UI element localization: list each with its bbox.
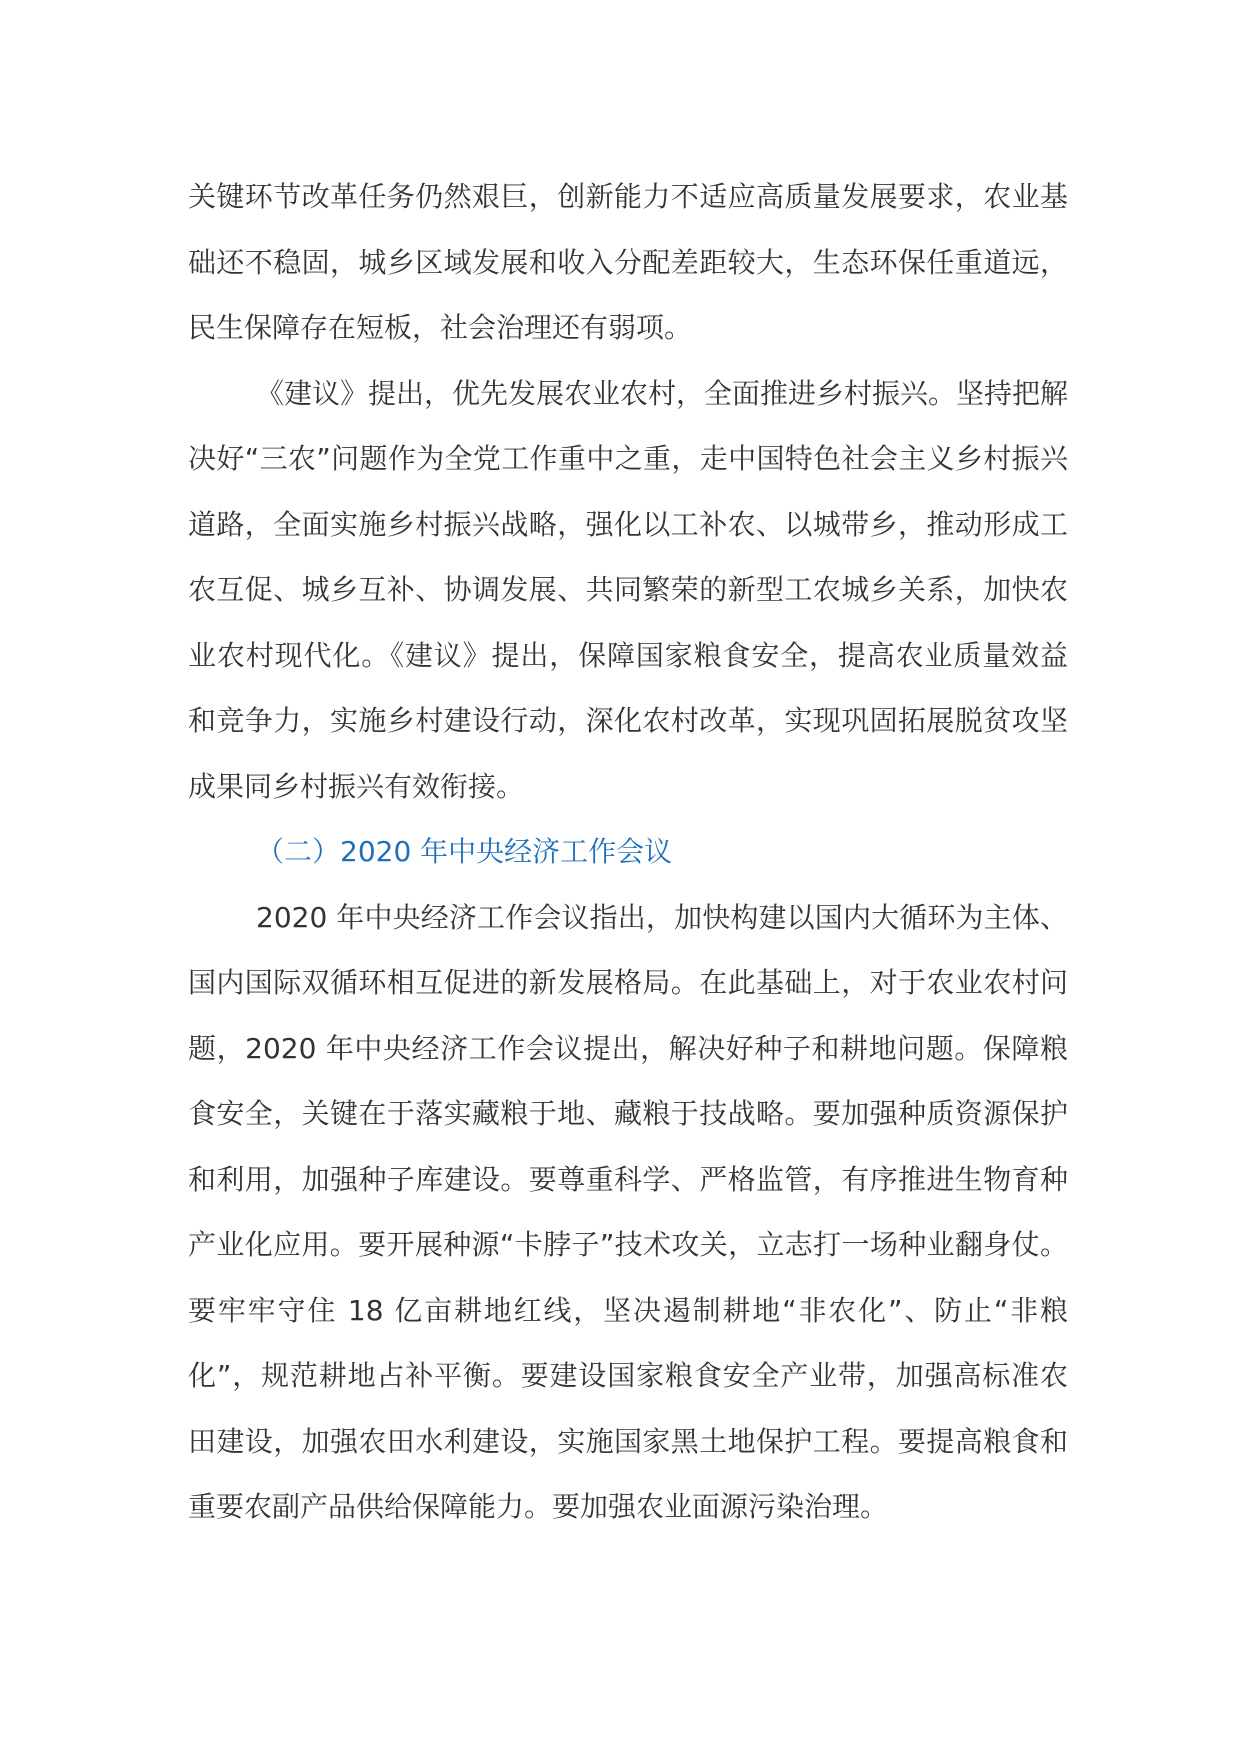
section-heading: （二）2020 年中央经济工作会议 bbox=[256, 835, 673, 868]
document-body bbox=[188, 164, 1068, 1540]
paragraph-economic-work-conference: 2020 年中央经济工作会议指出，加快构建以国内大循环为主体、国内国际双循环相互促进的新发展格局。在此基础上，对于农业农村问题，2020 年中央经济工作会议提出，解决好种子和耕地问题。保障粮食安全，关键在于落实藏粮于地、藏粮于技战略。要加强种质资源保护和利用，加强种子库建设。要尊重科学、严格监管，有序推进生物育种产业化应用。要开展种源“卡脖子”技术攻关，立志打一场种业翻身仗。要牢牢守住 18 亿亩耕地红线，坚决遏制耕地“非农化”、防止“非粮化”，规范耕地占补平衡。要建设国家粮食安全产业带，加强高标准农田建设，加强农田水利建设，实施国家黑土地保护工程。要提高粮食和重要农副产品供给保障能力。要加强农业面源污染治理。 bbox=[188, 900, 1068, 1523]
paragraph-continuation: 关键环节改革任务仍然艰巨，创新能力不适应高质量发展要求，农业基础还不稳固，城乡区域发展和收入分配差距较大，生态环保任重道远，民生保障存在短板，社会治理还有弱项。 bbox=[188, 180, 1068, 344]
paragraph-rural-revitalization: 《建议》提出，优先发展农业农村，全面推进乡村振兴。坚持把解决好“三农”问题作为全党工作重中之重，走中国特色社会主义乡村振兴道路，全面实施乡村振兴战略，强化以工补农、以城带乡，推动形成工农互促、城乡互补、协调发展、共同繁荣的新型工农城乡关系，加快农业农村现代化。《建议》提出，保障国家粮食安全，提高农业质量效益和竞争力，实施乡村建设行动，深化农村改革，实现巩固拓展脱贫攻坚成果同乡村振兴有效衔接。 bbox=[188, 376, 1069, 803]
